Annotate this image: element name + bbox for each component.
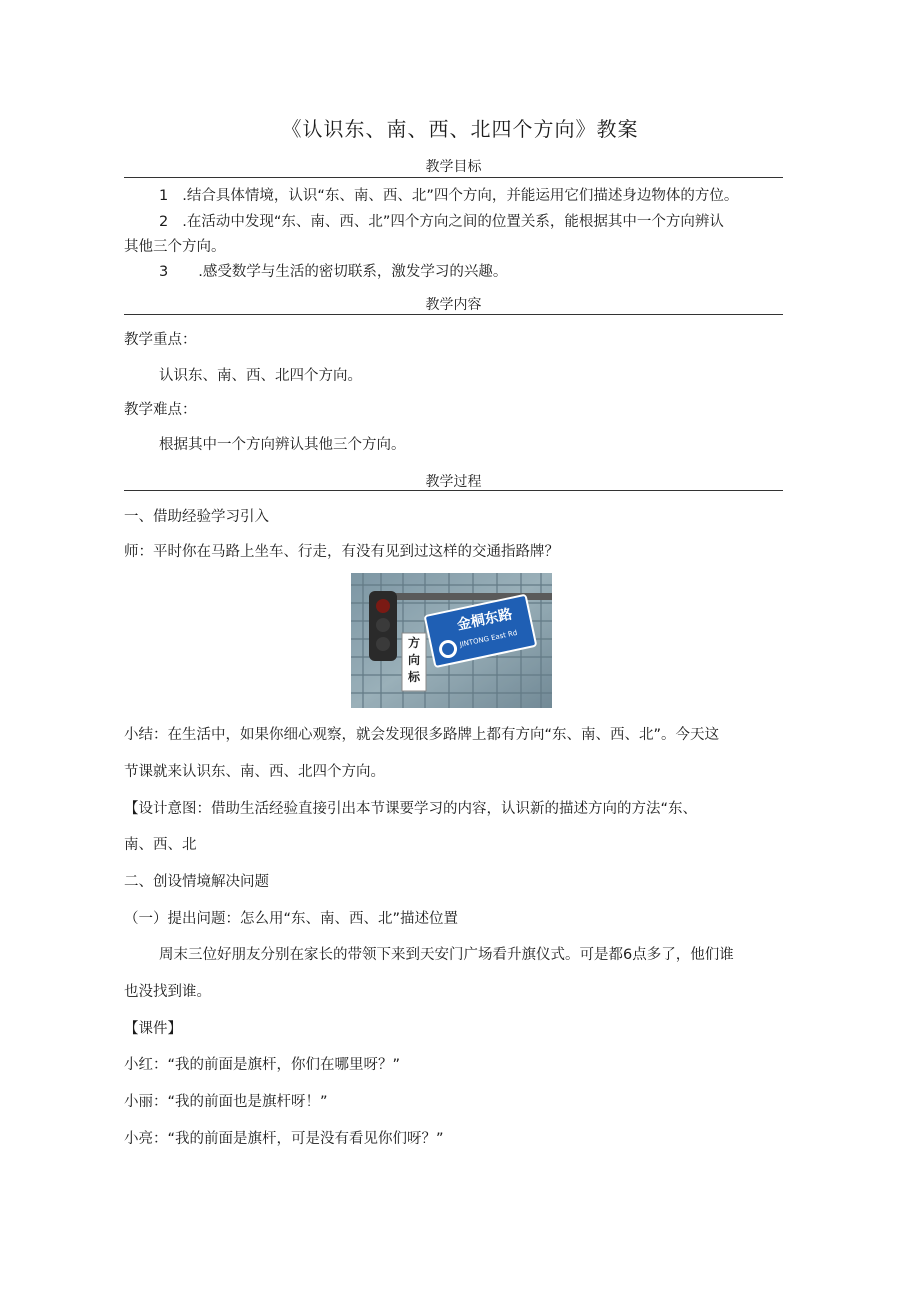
key-point-text: 认识东、南、西、北四个方向。 [159, 368, 362, 384]
objective-item-2-continued: 其他三个方向。 [124, 239, 226, 255]
section-heading-content: 教学内容 [425, 297, 482, 313]
teacher-question: 师：平时你在马路上坐车、行走，有没有见到过这样的交通指路牌？ [124, 544, 559, 560]
key-point-label: 教学重点： [124, 332, 197, 348]
courseware-label: 【课件】 [124, 1021, 182, 1037]
design-intent-line-2: 南、西、北 [124, 837, 197, 853]
difficulty-text: 根据其中一个方向辨认其他三个方向。 [159, 437, 406, 453]
objective-text: .在活动中发现“东、南、西、北”四个方向之间的位置关系，能根据其中一个方向辨认 [182, 214, 724, 230]
part1-heading: 一、借助经验学习引入 [124, 509, 269, 525]
dialogue-line: 小丽：“我的前面也是旗杆呀！” [124, 1094, 328, 1110]
section-heading-process: 教学过程 [425, 474, 482, 490]
objective-item-1 [159, 187, 738, 205]
section-heading-objectives: 教学目标 [425, 159, 482, 175]
summary-line-1: 小结：在生活中，如果你细心观察，就会发现很多路牌上都有方向“东、南、西、北”。今天这 [124, 727, 720, 743]
sign-road-name-en: JINTONG East Rd [459, 628, 519, 649]
sign-road-name: 金桐东路 [455, 606, 514, 634]
sign-side-char: 标 [407, 670, 420, 684]
objective-item-3 [159, 263, 507, 281]
objective-item-2 [159, 213, 724, 231]
objective-text: .结合具体情境，认识“东、南、西、北”四个方向，并能运用它们描述身边物体的方位。 [182, 188, 739, 204]
objective-number: 3 [159, 264, 169, 280]
objective-number: 1 [159, 188, 169, 204]
objective-text: .感受数学与生活的密切联系，激发学习的兴趣。 [198, 264, 508, 280]
document-title: 《认识东、南、西、北四个方向》教案 [281, 117, 639, 141]
objective-number: 2 [159, 214, 169, 230]
story-line-1: 周末三位好朋友分别在家长的带领下来到天安门广场看升旗仪式。可是都6点多了，他们谁 [159, 947, 734, 963]
divider-rule [124, 490, 783, 491]
design-intent-line-1: 【设计意图：借助生活经验直接引出本节课要学习的内容，认识新的描述方向的方法“东、 [124, 801, 698, 817]
sign-side-char: 向 [407, 653, 420, 667]
divider-rule [124, 314, 783, 315]
sign-side-label [402, 635, 426, 686]
divider-rule [124, 177, 783, 178]
summary-line-2: 节课就来认识东、南、西、北四个方向。 [124, 764, 385, 780]
dialogue-line: 小红：“我的前面是旗杆，你们在哪里呀？” [124, 1057, 401, 1073]
story-line-2: 也没找到谁。 [124, 984, 211, 1000]
sub1-heading: （一）提出问题：怎么用“东、南、西、北”描述位置 [124, 911, 459, 927]
sign-side-char: 方 [407, 636, 420, 650]
part2-heading: 二、创设情境解决问题 [124, 874, 269, 890]
dialogue-line: 小亮：“我的前面是旗杆，可是没有看见你们呀？” [124, 1131, 444, 1147]
difficulty-label: 教学难点： [124, 402, 197, 418]
road-sign-photo [351, 573, 552, 708]
